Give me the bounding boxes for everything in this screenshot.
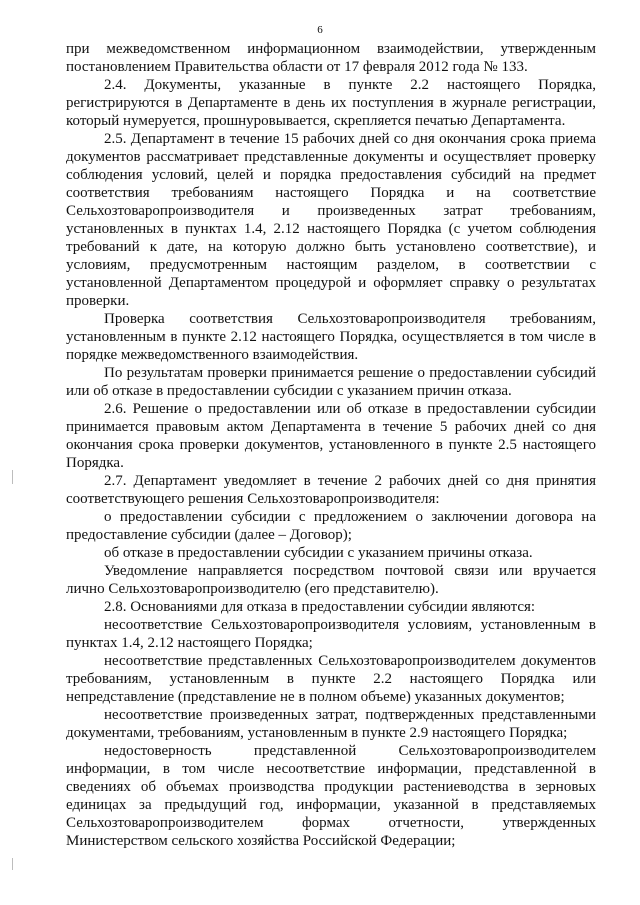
paragraph-2-8: 2.8. Основаниями для отказа в предоставлении субсидии являются: [104, 599, 536, 615]
paragraph-refusal-ground-1: несоответствие Сельхозтоваропроизводителя условиям, установленным в пунктах 1.4, 2.12 настоящего Порядка; [66, 617, 596, 651]
paragraph-notice-grant: о предоставлении субсидии с предложением о заключении договора на предоставление субсидии (далее – Договор); [66, 509, 596, 543]
paragraph-refusal-ground-3: несоответствие произведенных затрат, подтвержденных представленными документами, требованиям, установленным в пункте 2.9 настоящего Порядка; [66, 707, 596, 741]
paragraph-decision: По результатам проверки принимается решение о предоставлении субсидий или об отказе в предоставлении субсидии с указанием причин отказа. [66, 365, 596, 399]
paragraph-refusal-ground-2: несоответствие представленных Сельхозтоваропроизводителем документов требованиям, установленным в пункте 2.2 настоящего Порядка или непредставление (представление не в полном объеме) указанных документов; [66, 653, 596, 705]
paragraph-2-7: 2.7. Департамент уведомляет в течение 2 рабочих дней со дня принятия соответствующего решения Сельхозтоваропроизводителя: [66, 473, 596, 507]
scan-artifact [12, 858, 13, 870]
page-number: 6 [317, 24, 323, 36]
paragraph-notice-delivery: Уведомление направляется посредством почтовой связи или вручается лично Сельхозтоваропроизводителю (его представителю). [66, 563, 596, 597]
paragraph-notice-refusal: об отказе в предоставлении субсидии с указанием причины отказа. [104, 545, 533, 561]
scan-artifact [12, 470, 13, 484]
paragraph-refusal-ground-4: недостоверность представленной Сельхозтоваропроизводителем информации, в том числе несоответствие информации, представленной в сведениях об объемах производства продукции растениеводства в зерновых единицах за предыдущий год, информации, указанной в представляемых Сельхозтоваропроизводителем формах отчетности, утвержденных Министерством сельского хозяйства Российской Федерации; [66, 743, 596, 849]
paragraph-2-5: 2.5. Департамент в течение 15 рабочих дней со дня окончания срока приема документов рассматривает представленные документы и осуществляет проверку соблюдения условий, целей и порядка предоставления субсидий на предмет соответствия требованиям настоящего Порядка и на соответствие Сельхозтоваропроизводителя и произведенных затрат требованиям, установленных в пунктах 1.4, 2.12 настоящего Порядка (с учетом соблюдения требований к дате, на которую должно быть установлено соответствие), и условиям, предусмотренным настоящим разделом, в соответствии с установленной Департаментом процедурой и оформляет справку о результатах проверки. [66, 131, 596, 309]
document-body [66, 40, 596, 850]
paragraph-verification: Проверка соответствия Сельхозтоваропроизводителя требованиям, установленным в пункте 2.12 настоящего Порядка, осуществляется в том числе в порядке межведомственного взаимодействия. [66, 311, 596, 363]
paragraph-2-4: 2.4. Документы, указанные в пункте 2.2 настоящего Порядка, регистрируются в Департаменте в день их поступления в журнале регистрации, который нумеруется, прошнуровывается, скрепляется печатью Департамента. [66, 77, 596, 129]
paragraph-2-6: 2.6. Решение о предоставлении или об отказе в предоставлении субсидии принимается правовым актом Департамента в течение 5 рабочих дней со дня окончания срока проверки документов, установленного в пункте 2.5 настоящего Порядка. [66, 401, 596, 471]
paragraph-continuation: при межведомственном информационном взаимодействии, утвержденным постановлением Правительства области от 17 февраля 2012 года № 133. [66, 41, 596, 75]
